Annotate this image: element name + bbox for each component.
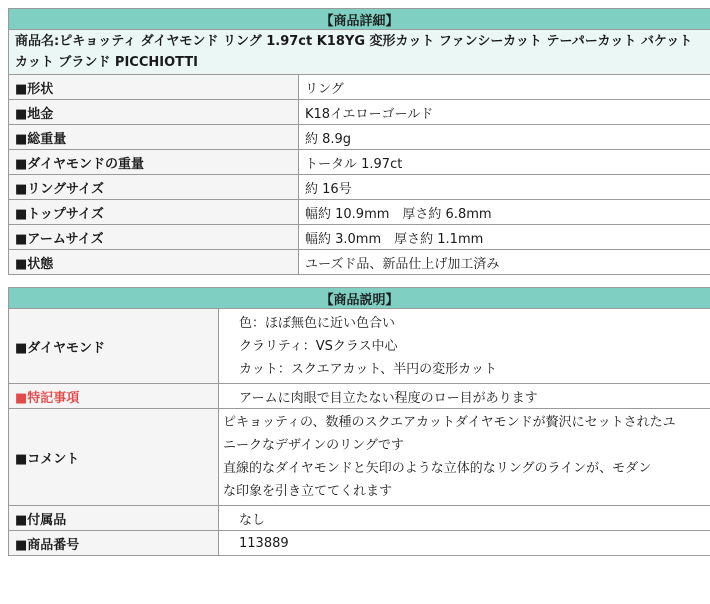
shape-label: ■形状 [9, 75, 299, 100]
top-size-value: 幅約 10.9mm 厚さ約 6.8mm [299, 200, 710, 225]
table-row [9, 100, 710, 125]
table-row [9, 409, 710, 506]
comment-line: な印象を引き立ててくれます [223, 484, 393, 499]
ring-size-value: 約 16号 [299, 175, 710, 200]
condition-value: ユーズド品、新品仕上げ加工済み [299, 250, 710, 275]
table-row [9, 506, 710, 531]
table-row [9, 150, 710, 175]
table-row [9, 200, 710, 225]
comment-label: ■コメント [9, 409, 219, 506]
product-number-value: 113889 [219, 531, 710, 556]
metal-value: K18イエローゴールド [299, 100, 710, 125]
product-description-table [8, 287, 710, 556]
table-row [9, 250, 710, 275]
comment-text [219, 409, 710, 506]
accessories-value: なし [219, 506, 710, 531]
description-header: 【商品説明】 [9, 288, 710, 309]
comment-line: ピキョッティの、数種のスクエアカットダイヤモンドが贅沢にセットされたユ [223, 415, 676, 430]
top-size-label: ■トップサイズ [9, 200, 299, 225]
diamond-info [219, 309, 710, 384]
product-number-label: ■商品番号 [9, 531, 219, 556]
table-row [9, 175, 710, 200]
total-weight-value: 約 8.9g [299, 125, 710, 150]
special-notes-label: ■特記事項 [9, 384, 219, 409]
metal-label: ■地金 [9, 100, 299, 125]
shape-value: リング [299, 75, 710, 100]
diamond-cut: カット：スクエアカット、半円の変形カット [239, 361, 498, 377]
product-listing [8, 8, 710, 556]
diamond-color: 色：ほぼ無色に近い色合い [239, 315, 396, 331]
product-detail-table [8, 8, 710, 275]
special-notes-value: アームに肉眼で目立たない程度のロー目があります [219, 384, 710, 409]
diamond-weight-label: ■ダイヤモンドの重量 [9, 150, 299, 175]
table-row [9, 225, 710, 250]
accessories-label: ■付属品 [9, 506, 219, 531]
condition-label: ■状態 [9, 250, 299, 275]
arm-size-label: ■アームサイズ [9, 225, 299, 250]
table-row [9, 125, 710, 150]
total-weight-label: ■総重量 [9, 125, 299, 150]
comment-line: ニークなデザインのリングです [223, 438, 404, 453]
table-row [9, 309, 710, 384]
table-row [9, 384, 710, 409]
detail-header: 【商品詳細】 [9, 9, 710, 30]
comment-line: 直線的なダイヤモンドと矢印のような立体的なリングのラインが、モダン [223, 461, 652, 476]
arm-size-value: 幅約 3.0mm 厚さ約 1.1mm [299, 225, 710, 250]
diamond-weight-value: トータル 1.97ct [299, 150, 710, 175]
product-name: 商品名:ピキョッティ ダイヤモンド リング 1.97ct K18YG 変形カット ファンシーカット テーパーカット バケットカット ブランド PICCHIOTTI [9, 30, 710, 75]
diamond-clarity: クラリティ：VSクラス中心 [239, 338, 398, 354]
diamond-label: ■ダイヤモンド [9, 309, 219, 384]
table-row [9, 75, 710, 100]
table-row [9, 531, 710, 556]
ring-size-label: ■リングサイズ [9, 175, 299, 200]
